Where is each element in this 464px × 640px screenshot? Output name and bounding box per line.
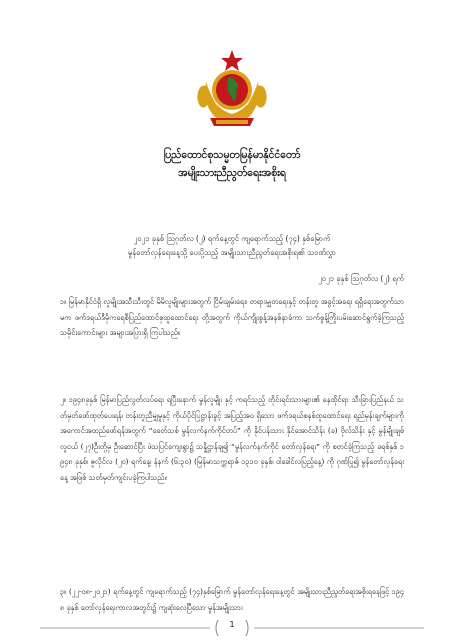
paragraph-2: ၂။ ၁၉၄၈ခုနှစ် မြန်မာပြည်လွတ်လပ်ရေး ရပြီးနောက် မွန်လူမျိုး နှင့် ကရင်သည့် တိုင်းရင်းသားများ၏ နေထိုင်ရာ သီးခြားပြည်နယ် သတ်မှတ်ဖော်ထုတ်ပေးရန်၊ တန်းတူညီမျှမှုနှင့် ကိုယ်ပိုင်ပြဋ္ဌာန်းခွင့် အပြည့်အဝ ရှိသော ဖက်ဒရယ်စနစ်ထူထောင်ရေး ရည်မှန်းချက်များကို အကောင်အထည်ဖော်ရန်အတွက် “ခေတ်သစ် မွန်လက်နက်ကိုင်တပ်” ကို နိုင်ပန်းသား နိုင်အောင်သိန်း (ခ) ဗိုလ်သိန်း နှင့် မွန်မျိုးချစ် လူငယ် (၂၇)ဦးတို့မှ ဦးဆောင်ပြီး ဖဲသပြင်ကျေးရွာ၌ သန္နိဋ္ဌာန်ချ၍ “မွန်လက်နက်ကိုင် တော်လှန်ရေး” ကို စတင်ခဲ့ကြသည့် ခရစ်နှစ် ၁၉၄၈ ခုနှစ်၊ ဇူလိုင်လ (၂၀) ရက်နေ့၊ နံနက် (၆:၃၀) (မြန်မာသက္ကရာဇ် ၁၃၁၀ ခုနှစ်၊ ဝါခေါင်လပြည့်နေ့) ကို ဂုဏ်ပြု၍ မွန်တော်လှန်ရေးနေ့ အဖြစ် သတ်မှတ်ကျင်းပခဲ့ကြပါသည်။: [60, 395, 404, 482]
subheading-line2: မွန်တော်လှန်ရေးနေ့သို့ ပေးပို့သည့် အမျိုးသားညီညွတ်ရေးအစိုးရ၏ သဝဏ်လွှာ: [127, 248, 336, 257]
paragraph-1: ၁။ မြန်မာနိုင်ငံရှိ လူမျိုးအသီးသီးတွင် မိမိလူမျိုးများအတွက် ငြိမ်းချမ်းရေး၊ တရားမျှတရေးနှင့် တန်းတူ အခွင့်အရေး ရရှိရေးအတွက်သာမက ဖက်ဒရယ်ဒီမိုကရေစီပြည်ထောင်စုထူထောင်ရေး တို့အတွက် ကိုယ်ကျိုးစွန့်အနစ်နာခံကာ သက်စွန့်ကြိုးပမ်းဆောင်ရွက်ခဲ့ကြသည့် သမိုင်းကောင်းများ အများအပြားရှိ ကြပါသည်။: [60, 297, 404, 337]
subheading: [40, 232, 424, 260]
document-date: ၂၀၂၁ ခုနှစ် ဩဂုတ်လ (၂) ရက်: [318, 274, 404, 283]
state-seal-emblem: [196, 48, 268, 130]
page-number: 1: [229, 620, 235, 629]
document-header: [0, 146, 464, 182]
header-title-line1: ပြည်ထောင်စုသမ္မတမြန်မာနိုင်ငံတော်: [163, 149, 301, 161]
paragraph-3: ၃။ (၂၂-၀၈-၂၀၂၁) ရက်နေ့တွင် ကျရောက်သည့် (၇၄)နှစ်မြောက် မွန်တော်လှန်ရေးနေ့တွင် အမျိုးသားညီညွတ်ရေးအစိုးရနေဖြင့် ၁၉၄၈ ခုနှစ် တော်လှန်ရေးကာလအတွင်း၌ ကျဆုံးလေပြီသော မွန်အမျိုးသား: [60, 587, 404, 612]
subheading-line1: ၂၀၂၁ ခုနှစ် ဩဂုတ်လ (၂) ရက်နေ့တွင် ကျရောက်သည့် (၇၄) နှစ်မြောက်: [133, 234, 331, 243]
header-title-line2: အမျိုးသားညီညွတ်ရေးအစိုးရ: [178, 167, 286, 179]
